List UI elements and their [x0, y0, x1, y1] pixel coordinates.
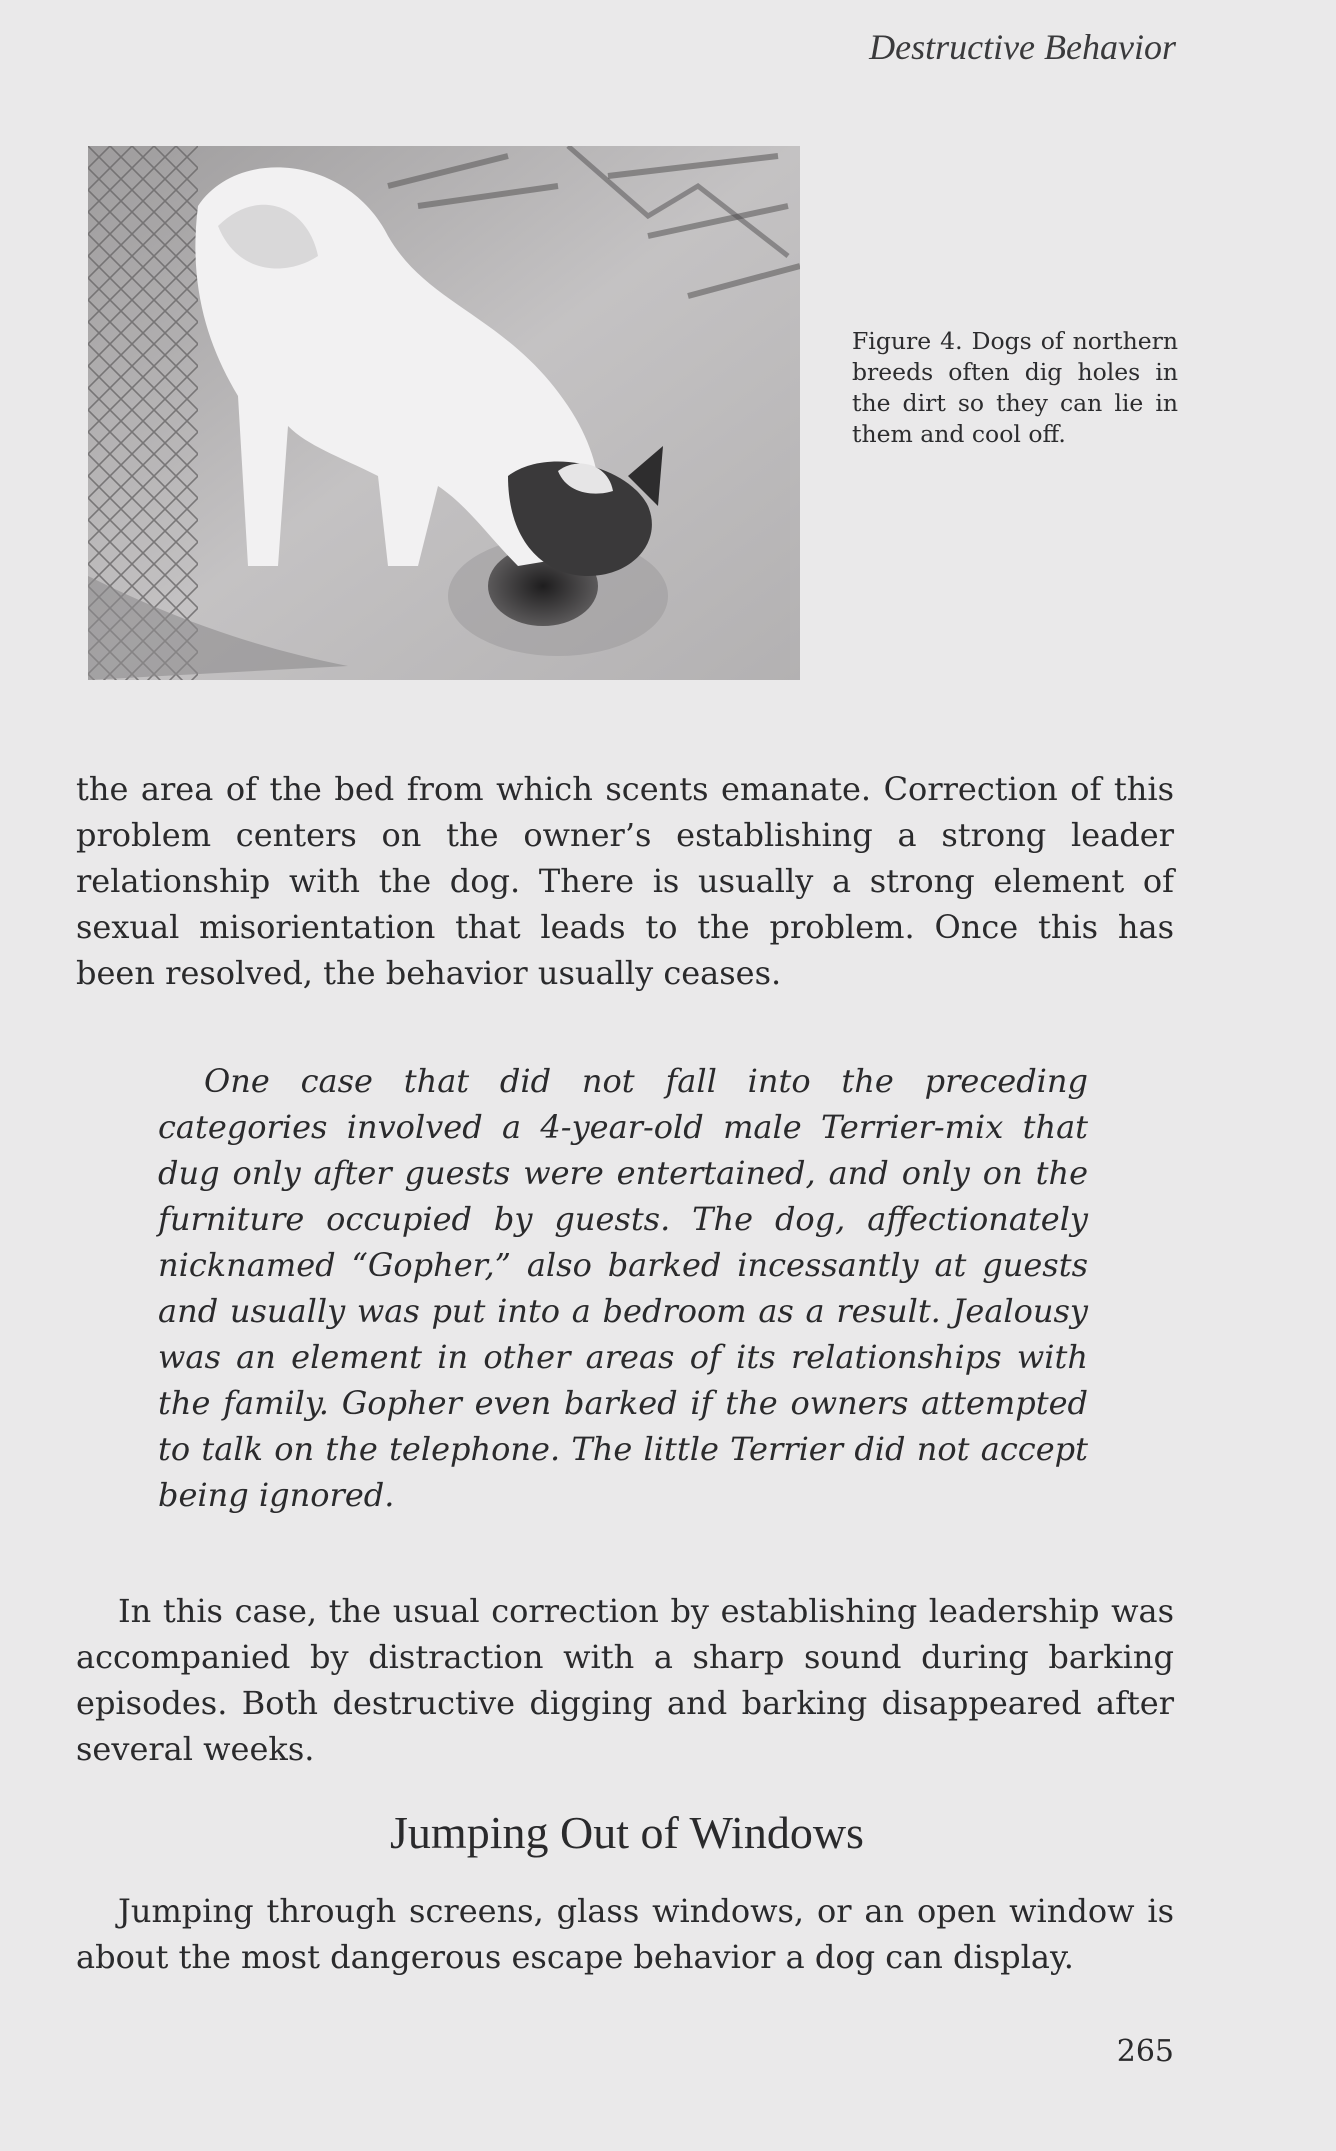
page-number: 265 [1116, 2034, 1174, 2069]
running-header: Destructive Behavior [869, 27, 1176, 67]
body-paragraph: In this case, the usual correction by establishing leadership was accompanied by distraction with a sharp sound during barking episodes. Both destructive digging and barking disappeared after several weeks. [76, 1592, 1174, 1768]
section-heading: Jumping Out of Windows [390, 1807, 864, 1858]
dog-digging-photo [88, 146, 800, 680]
body-paragraph: the area of the bed from which scents emanate. Correction of this problem centers on the owner’s establishing a strong leader relationship with the dog. There is usually a strong element of sexual misorientation that leads to the problem. Once this has been resolved, the behavior usually ceases. [76, 770, 1174, 992]
body-paragraph: Jumping through screens, glass windows, or an open window is about the most dangerous escape behavior a dog can display. [76, 1892, 1174, 1976]
figure-photo [88, 146, 800, 680]
case-study-paragraph: One case that did not fall into the preceding categories involved a 4-year-old male Terrier-mix that dug only after guests were entertained, and only on the furniture occupied by guests. The dog, affectionately nicknamed “Gopher,” also barked incessantly at guests and usually was put into a bedroom as a result. Jealousy was an element in other areas of its relationships with the family. Gopher even barked if the owners attempted to talk on the telephone. The little Terrier did not accept being ignored. [158, 1062, 1088, 1514]
figure-caption: Figure 4. Dogs of northern breeds often dig holes in the dirt so they can lie in them and cool off. [852, 327, 1178, 448]
